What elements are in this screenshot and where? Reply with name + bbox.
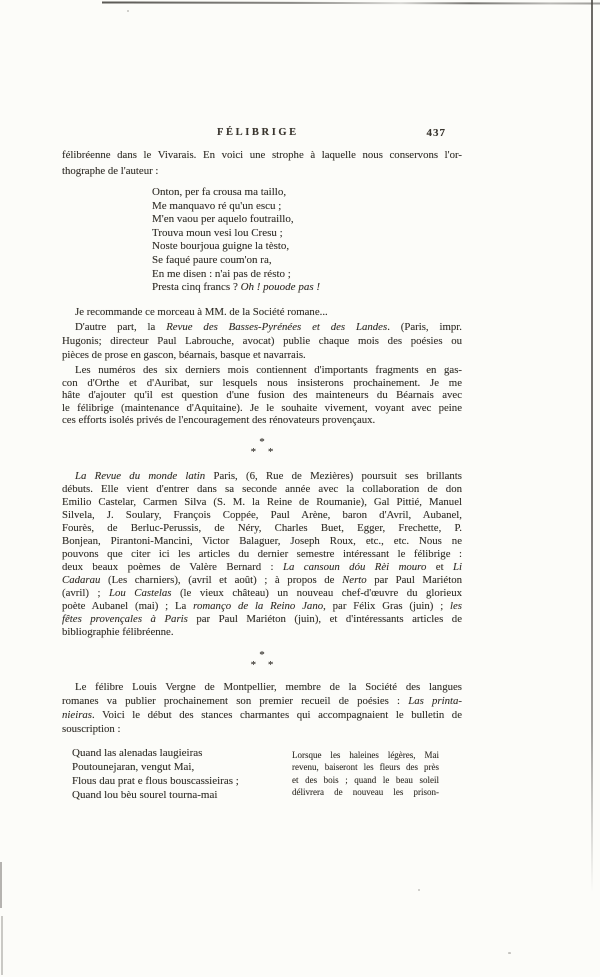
asterisk-bottom-pair: * * [250,659,274,671]
paragraph-intro: félibréenne dans le Vivarais. En voici une strophe à laquelle nous conservons l'or- thographe de l'auteur : [62,149,462,177]
paragraph-revue-basses-pyrenees: D'autre part, la Revue des Basses-Pyrénées et des Landes. (Paris, impr. Hugonis; directeur Paul Labrouche, avocat) publie chaque mois des poésies ou pièces de prose en gascon, béarnais, basque et navarrais. [62,321,462,361]
paragraph-revue-monde-latin: La Revue du monde latin Paris, (6, Rue de Mezières) poursuit ses brillants débuts. Elle vient d'entrer dans sa seconde année avec la collaboration de don Emilio Castelar, Carmen Silva (S. M. la Reine de Roumanie), Gal Pittié, Manuel Silvela, J. Soulary, François Coppée, Paul Arène, baron d'Avril, Aubanel, Fourès, de Berluc-Perussis, de Néry, Charles Buet, Egger, Frechette, P. Bonjean, Pirantoni-Mancini, Victor Balaguer, Joseph Roux, etc., etc. Nous ne pouvons que citer ici les articles du dernier semestre intéressant le félibrige : deux beaux poèmes de Valère Bernard : La cansoun dóu Rèi mouro et Li Cadarau (Les charniers), (avril et août) ; à propos de Nerto par Paul Mariéton (avril) ; Lou Castelas (le vieux château) un nouveau chef-d'œuvre du glorieux poète Aubanel (mai) ; La romanço de la Reino Jano, par Félix Gras (juin) ; les fêtes provençales à Paris par Paul Mariéton (juin), et d'intéressants articles de bibliographie félibréenne. [62,470,463,638]
scan-artifact-left-edge-lower [1,916,3,975]
stanza-occitan-column: Quand las alenadas laugieiras Poutounejaran, vengut Mai, Flous dau prat e flous bouscassieiras ; Quand lou bèu sourel tourna-mai [72,747,239,801]
asterisk-top: * [259,436,265,448]
stanza-french-translation-column: Lorsque les haleines légères, Mai revenu, baiseront les fleurs des près et des bois ; quand le beau soleil délivrera de nouveau les prison- [292,750,439,798]
asterisk-separator-2 [62,650,462,671]
asterisk-separator-1 [62,437,462,458]
running-title: FÉLIBRIGE [217,127,299,138]
asterisk-bottom-pair: * * [250,446,274,458]
scan-speck [508,952,511,954]
paragraph-louis-vergne: Le félibre Louis Vergne de Montpellier, membre de la Société des langues romanes va publier prochainement son premier recueil de poésies : Las printa- nieiras. Voici le début des stances charmantes qui accompagnaient le bulletin de souscription : [62,681,462,735]
paragraph-recommendation: Je recommande ce morceau à MM. de la Société romane... [75,306,328,318]
scan-artifact-top-edge [102,1,600,4]
page-header [62,127,462,143]
scan-speck [127,10,129,12]
page-number: 437 [426,127,446,139]
poem-vivarais-stanza: Onton, per fa crousa ma taillo, Me manquavo ré qu'un escu ; M'en vaou per aquelo foutraillo, Trouva moun vesi lou Cresu ; Noste bourjoua guigne la tèsto, Se faqué paure coum'on ra, En me disen : n'ai pas de résto ; Presta cinq francs ? Oh ! pouode pas ! [152,186,321,294]
scan-artifact-left-edge [0,862,2,908]
asterisk-top: * [259,649,265,661]
scan-speck [418,889,420,891]
scan-artifact-right-edge [591,0,593,892]
paragraph-six-derniers-numeros: Les numéros des six derniers mois contiennent d'importants fragments en gas- con d'Orthe et d'Auribat, sur lesquels nous insisterons prochainement. Je me hâte d'ajouter qu'il est question d'une fusion des mainteneurs du Béarnais avec le félibrige (maintenance d'Aquitaine). Je le souhaite vivement, voyant avec peine ces efforts isolés privés de l'encouragement des rénovateurs provençaux. [62,364,462,427]
